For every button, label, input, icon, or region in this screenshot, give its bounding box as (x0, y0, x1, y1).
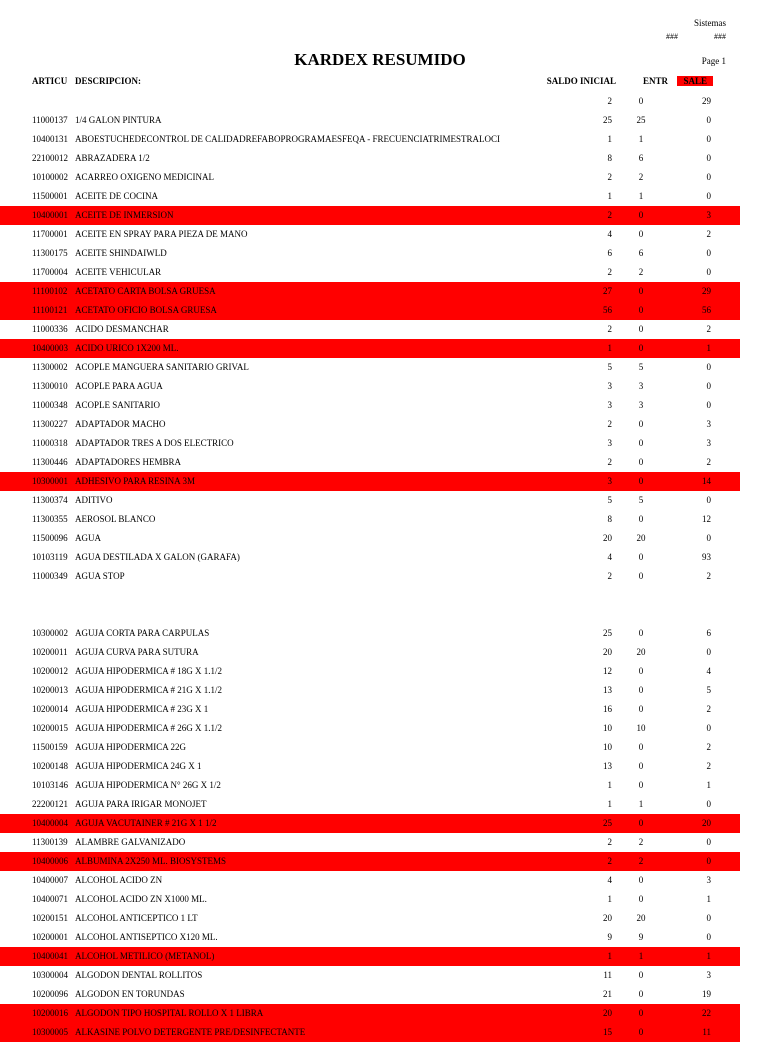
saldo-inicial: 3 (607, 438, 612, 448)
saldo-inicial: 2 (607, 210, 612, 220)
entrada: 2 (638, 172, 644, 182)
entrada: 0 (638, 229, 644, 239)
item-description: AGUA (75, 533, 101, 543)
entrada: 0 (638, 305, 644, 315)
item-code: 10400001 (32, 210, 68, 220)
entrada: 0 (638, 286, 644, 296)
item-code: 11300010 (32, 381, 68, 391)
kardex-table (0, 92, 740, 1042)
salida: 1 (706, 780, 711, 790)
salida: 93 (702, 552, 711, 562)
table-row (0, 225, 740, 244)
entrada: 0 (638, 894, 644, 904)
entrada: 1 (638, 951, 644, 961)
salida: 5 (706, 685, 711, 695)
salida: 20 (702, 818, 711, 828)
col-header-code: ARTICU (32, 76, 68, 86)
table-row (0, 491, 740, 510)
salida: 0 (706, 115, 711, 125)
item-description: AEROSOL BLANCO (75, 514, 156, 524)
item-code: 10200148 (32, 761, 68, 771)
saldo-inicial: 8 (607, 514, 612, 524)
item-code: 10200016 (32, 1008, 68, 1018)
table-row (0, 149, 740, 168)
entrada: 20 (636, 913, 646, 923)
entrada: 0 (638, 970, 644, 980)
table-row (0, 415, 740, 434)
col-header-entr: ENTR (642, 76, 668, 86)
item-code: 10200013 (32, 685, 68, 695)
table-row (0, 662, 740, 681)
table-row (0, 757, 740, 776)
item-description: ALKASINE POLVO DETERGENTE PRE/DESINFECTANTE (75, 1027, 306, 1037)
item-code: 10200012 (32, 666, 68, 676)
table-row (0, 377, 740, 396)
item-code: 10103119 (32, 552, 68, 562)
saldo-inicial: 25 (603, 115, 612, 125)
item-code: 11300446 (32, 457, 68, 467)
entrada: 0 (638, 96, 644, 106)
item-code: 10400007 (32, 875, 68, 885)
item-description: ADAPTADOR TRES A DOS ELECTRICO (75, 438, 234, 448)
saldo-inicial: 5 (607, 495, 612, 505)
entrada: 0 (638, 818, 644, 828)
salida: 1 (706, 951, 711, 961)
item-description: AGUJA HIPODERMICA 22G (75, 742, 187, 752)
item-code: 10300004 (32, 970, 68, 980)
saldo-inicial: 3 (607, 476, 612, 486)
saldo-inicial: 21 (603, 989, 612, 999)
table-row (0, 1023, 740, 1042)
saldo-inicial: 4 (607, 875, 612, 885)
salida: 0 (706, 267, 711, 277)
salida: 0 (706, 533, 711, 543)
table-row (0, 719, 740, 738)
table-row (0, 301, 740, 320)
page-number: Page 1 (701, 56, 726, 66)
item-description: 1/4 GALON PINTURA (75, 115, 162, 125)
item-code: 22100012 (32, 153, 68, 163)
table-row (0, 567, 740, 586)
saldo-inicial: 20 (603, 913, 612, 923)
col-header-sale-label: SALE (677, 76, 713, 86)
entrada: 0 (638, 1027, 644, 1037)
item-description: ALGODON TIPO HOSPITAL ROLLO X 1 LIBRA (75, 1008, 264, 1018)
saldo-inicial: 1 (607, 799, 612, 809)
item-code: 10400071 (32, 894, 68, 904)
table-row (0, 776, 740, 795)
entrada: 2 (638, 856, 644, 866)
saldo-inicial: 20 (603, 1008, 612, 1018)
saldo-inicial: 2 (607, 96, 612, 106)
item-code: 10400041 (32, 951, 68, 961)
saldo-inicial: 11 (603, 970, 612, 980)
saldo-inicial: 56 (603, 305, 612, 315)
table-row (0, 282, 740, 301)
saldo-inicial: 10 (603, 742, 612, 752)
table-row (0, 320, 740, 339)
entrada: 2 (638, 837, 644, 847)
item-code: 11000318 (32, 438, 68, 448)
item-description: ACIDO URICO 1X200 ML. (75, 343, 179, 353)
salida: 0 (706, 381, 711, 391)
item-description: ACARREO OXIGENO MEDICINAL (75, 172, 214, 182)
saldo-inicial: 9 (607, 932, 612, 942)
table-row (0, 187, 740, 206)
item-code: 11300175 (32, 248, 68, 258)
saldo-inicial: 13 (603, 685, 612, 695)
salida: 0 (706, 932, 711, 942)
salida: 0 (706, 647, 711, 657)
item-description: ALCOHOL ACIDO ZN X1000 ML. (75, 894, 207, 904)
item-code: 11500159 (32, 742, 68, 752)
saldo-inicial: 27 (603, 286, 612, 296)
table-row (0, 738, 740, 757)
salida: 3 (706, 419, 711, 429)
entrada: 0 (638, 704, 644, 714)
hash-a: ### (666, 32, 678, 41)
item-code: 10200011 (32, 647, 68, 657)
entrada: 2 (638, 267, 644, 277)
item-code: 10400003 (32, 343, 68, 353)
item-code: 11700001 (32, 229, 68, 239)
item-description: ACEITE DE COCINA (75, 191, 158, 201)
item-description: ADAPTADOR MACHO (75, 419, 166, 429)
department-label: Sistemas (693, 18, 726, 28)
item-description: AGUJA CURVA PARA SUTURA (75, 647, 199, 657)
table-row (0, 453, 740, 472)
salida: 12 (702, 514, 711, 524)
saldo-inicial: 6 (607, 248, 612, 258)
entrada: 0 (638, 343, 644, 353)
salida: 2 (706, 761, 711, 771)
salida: 3 (706, 875, 711, 885)
salida: 1 (706, 343, 711, 353)
entrada: 0 (638, 457, 644, 467)
saldo-inicial: 1 (607, 343, 612, 353)
entrada: 0 (638, 476, 644, 486)
entrada: 0 (638, 438, 644, 448)
item-code: 10400131 (32, 134, 68, 144)
salida: 0 (706, 723, 711, 733)
item-code: 10200014 (32, 704, 68, 714)
salida: 2 (706, 457, 711, 467)
report-title: KARDEX RESUMIDO (294, 50, 466, 69)
item-description: ABOESTUCHEDECONTROL DE CALIDADREFABOPROGRAMAESFEQA - FRECUENCIATRIMESTRALOCI (75, 134, 501, 144)
table-row (0, 206, 740, 225)
saldo-inicial: 2 (607, 837, 612, 847)
table-row (0, 890, 740, 909)
item-description: ADAPTADORES HEMBRA (75, 457, 182, 467)
salida: 0 (706, 191, 711, 201)
saldo-inicial: 1 (607, 951, 612, 961)
entrada: 0 (638, 514, 644, 524)
salida: 2 (706, 742, 711, 752)
table-row (0, 339, 740, 358)
item-description: ADHESIVO PARA RESINA 3M (75, 476, 195, 486)
table-row (0, 586, 740, 624)
col-header-desc: DESCRIPCION: (75, 76, 142, 86)
item-description: ACOPLE SANITARIO (75, 400, 161, 410)
table-row (0, 700, 740, 719)
item-code: 11100102 (32, 286, 68, 296)
salida: 6 (706, 628, 711, 638)
item-description: ALCOHOL ANTISEPTICO X120 ML. (75, 932, 218, 942)
entrada: 0 (638, 1008, 644, 1018)
item-code: 22200121 (32, 799, 68, 809)
table-row (0, 130, 740, 149)
item-description: AGUJA HIPODERMICA # 18G X 1.1/2 (75, 666, 223, 676)
entrada: 20 (636, 647, 646, 657)
item-description: ACEITE SHINDAIWLD (75, 248, 167, 258)
saldo-inicial: 8 (607, 153, 612, 163)
item-code: 11700004 (32, 267, 68, 277)
table-row (0, 966, 740, 985)
salida: 3 (706, 210, 711, 220)
col-header-saldo: SALDO INICIAL (546, 76, 616, 86)
entrada: 6 (638, 153, 644, 163)
saldo-inicial: 2 (607, 267, 612, 277)
saldo-inicial: 4 (607, 229, 612, 239)
entrada: 0 (638, 780, 644, 790)
entrada: 0 (638, 210, 644, 220)
table-row (0, 624, 740, 643)
entrada: 3 (638, 400, 644, 410)
salida: 2 (706, 571, 711, 581)
salida: 0 (706, 172, 711, 182)
table-row (0, 263, 740, 282)
item-description: AGUJA VACUTAINER # 21G X 1 1/2 (75, 818, 217, 828)
table-row (0, 548, 740, 567)
table-row (0, 111, 740, 130)
entrada: 1 (638, 799, 644, 809)
item-code: 10400004 (32, 818, 68, 828)
salida: 0 (706, 913, 711, 923)
item-description: ACIDO DESMANCHAR (75, 324, 169, 334)
entrada: 1 (638, 134, 644, 144)
entrada: 1 (638, 191, 644, 201)
entrada: 9 (638, 932, 644, 942)
item-description: AGUJA HIPODERMICA N° 26G X 1/2 (75, 780, 221, 790)
entrada: 0 (638, 628, 644, 638)
item-description: ALGODON DENTAL ROLLITOS (75, 970, 203, 980)
table-row (0, 168, 740, 187)
saldo-inicial: 20 (603, 533, 612, 543)
item-code: 11000137 (32, 115, 68, 125)
saldo-inicial: 5 (607, 362, 612, 372)
item-code: 11300227 (32, 419, 68, 429)
saldo-inicial: 1 (607, 894, 612, 904)
table-row (0, 814, 740, 833)
salida: 11 (702, 1027, 711, 1037)
item-code: 10200096 (32, 989, 68, 999)
salida: 0 (706, 837, 711, 847)
item-description: ALCOHOL ACIDO ZN (75, 875, 163, 885)
item-code: 10400006 (32, 856, 68, 866)
item-code: 11300139 (32, 837, 68, 847)
table-row (0, 244, 740, 263)
saldo-inicial: 1 (607, 780, 612, 790)
entrada: 0 (638, 324, 644, 334)
item-description: AGUJA PARA IRIGAR MONOJET (75, 799, 207, 809)
item-description: ALBUMINA 2X250 ML. BIOSYSTEMS (75, 856, 227, 866)
salida: 0 (706, 248, 711, 258)
item-description: AGUJA HIPODERMICA 24G X 1 (75, 761, 202, 771)
item-code: 11000349 (32, 571, 68, 581)
saldo-inicial: 1 (607, 191, 612, 201)
item-description: ACEITE DE INMERSION (75, 210, 174, 220)
item-code: 10300005 (32, 1027, 68, 1037)
item-code: 11500001 (32, 191, 68, 201)
saldo-inicial: 2 (607, 856, 612, 866)
table-row (0, 510, 740, 529)
entrada: 20 (636, 533, 646, 543)
entrada: 5 (638, 495, 644, 505)
table-row (0, 92, 740, 111)
table-row (0, 1004, 740, 1023)
saldo-inicial: 2 (607, 172, 612, 182)
salida: 2 (706, 324, 711, 334)
saldo-inicial: 13 (603, 761, 612, 771)
table-row (0, 358, 740, 377)
table-row (0, 643, 740, 662)
entrada: 0 (638, 761, 644, 771)
salida: 0 (706, 856, 711, 866)
item-code: 10200151 (32, 913, 68, 923)
item-code: 10300001 (32, 476, 68, 486)
salida: 0 (706, 799, 711, 809)
table-row (0, 472, 740, 491)
item-code: 11500096 (32, 533, 68, 543)
salida: 29 (702, 286, 711, 296)
saldo-inicial: 3 (607, 400, 612, 410)
saldo-inicial: 2 (607, 571, 612, 581)
entrada: 0 (638, 571, 644, 581)
table-row (0, 985, 740, 1004)
salida: 3 (706, 438, 711, 448)
table-row (0, 833, 740, 852)
item-code: 10200015 (32, 723, 68, 733)
saldo-inicial: 10 (603, 723, 612, 733)
entrada: 5 (638, 362, 644, 372)
entrada: 0 (638, 742, 644, 752)
entrada: 3 (638, 381, 644, 391)
item-description: ALCOHOL ANTICEPTICO 1 LT (75, 913, 198, 923)
salida: 56 (702, 305, 711, 315)
entrada: 0 (638, 989, 644, 999)
item-description: AGUJA CORTA PARA CARPULAS (75, 628, 210, 638)
item-description: ALAMBRE GALVANIZADO (75, 837, 186, 847)
saldo-inicial: 20 (603, 647, 612, 657)
saldo-inicial: 3 (607, 381, 612, 391)
item-description: AGUJA HIPODERMICA # 23G X 1 (75, 704, 209, 714)
hash-b: ### (714, 32, 726, 41)
salida: 22 (702, 1008, 711, 1018)
table-row (0, 396, 740, 415)
saldo-inicial: 15 (603, 1027, 612, 1037)
item-description: AGUJA HIPODERMICA # 26G X 1.1/2 (75, 723, 223, 733)
col-header-sale (677, 76, 713, 86)
table-row (0, 795, 740, 814)
salida: 3 (706, 970, 711, 980)
item-code: 10200001 (32, 932, 68, 942)
item-code: 11000336 (32, 324, 68, 334)
item-description: ACEITE VEHICULAR (75, 267, 162, 277)
salida: 29 (702, 96, 711, 106)
entrada: 25 (636, 115, 646, 125)
item-description: AGUA STOP (75, 571, 125, 581)
salida: 0 (706, 153, 711, 163)
entrada: 0 (638, 552, 644, 562)
saldo-inicial: 25 (603, 628, 612, 638)
saldo-inicial: 2 (607, 419, 612, 429)
item-description: ABRAZADERA 1/2 (75, 153, 150, 163)
item-description: AGUA DESTILADA X GALON (GARAFA) (75, 552, 240, 562)
entrada: 0 (638, 419, 644, 429)
item-code: 11300355 (32, 514, 68, 524)
saldo-inicial: 4 (607, 552, 612, 562)
salida: 2 (706, 229, 711, 239)
table-row (0, 434, 740, 453)
item-code: 11100121 (32, 305, 68, 315)
salida: 0 (706, 400, 711, 410)
table-row (0, 909, 740, 928)
item-description: ALCOHOL METILICO (METANOL) (75, 951, 215, 961)
item-description: ACOPLE PARA AGUA (75, 381, 163, 391)
saldo-inicial: 16 (603, 704, 612, 714)
salida: 0 (706, 134, 711, 144)
item-code: 11300374 (32, 495, 68, 505)
table-row (0, 852, 740, 871)
entrada: 10 (636, 723, 646, 733)
salida: 14 (702, 476, 711, 486)
saldo-inicial: 25 (603, 818, 612, 828)
entrada: 0 (638, 685, 644, 695)
table-row (0, 928, 740, 947)
saldo-inicial: 12 (603, 666, 612, 676)
item-description: ACEITE EN SPRAY PARA PIEZA DE MANO (75, 229, 248, 239)
entrada: 0 (638, 666, 644, 676)
item-code: 10103146 (32, 780, 68, 790)
salida: 0 (706, 495, 711, 505)
table-row (0, 871, 740, 890)
salida: 19 (702, 989, 711, 999)
item-description: ACETATO OFICIO BOLSA GRUESA (75, 305, 217, 315)
item-code: 11000348 (32, 400, 68, 410)
table-row (0, 529, 740, 548)
table-row (0, 681, 740, 700)
salida: 0 (706, 362, 711, 372)
saldo-inicial: 2 (607, 457, 612, 467)
item-description: ADITIVO (75, 495, 113, 505)
salida: 4 (706, 666, 711, 676)
item-description: ALGODON EN TORUNDAS (75, 989, 185, 999)
entrada: 6 (638, 248, 644, 258)
item-description: AGUJA HIPODERMICA # 21G X 1.1/2 (75, 685, 223, 695)
item-description: ACETATO CARTA BOLSA GRUESA (75, 286, 216, 296)
item-code: 11300002 (32, 362, 68, 372)
salida: 1 (706, 894, 711, 904)
saldo-inicial: 2 (607, 324, 612, 334)
salida: 2 (706, 704, 711, 714)
item-code: 10300002 (32, 628, 68, 638)
saldo-inicial: 1 (607, 134, 612, 144)
item-code: 10100002 (32, 172, 68, 182)
item-description: ACOPLE MANGUERA SANITARIO GRIVAL (75, 362, 249, 372)
entrada: 0 (638, 875, 644, 885)
table-row (0, 947, 740, 966)
